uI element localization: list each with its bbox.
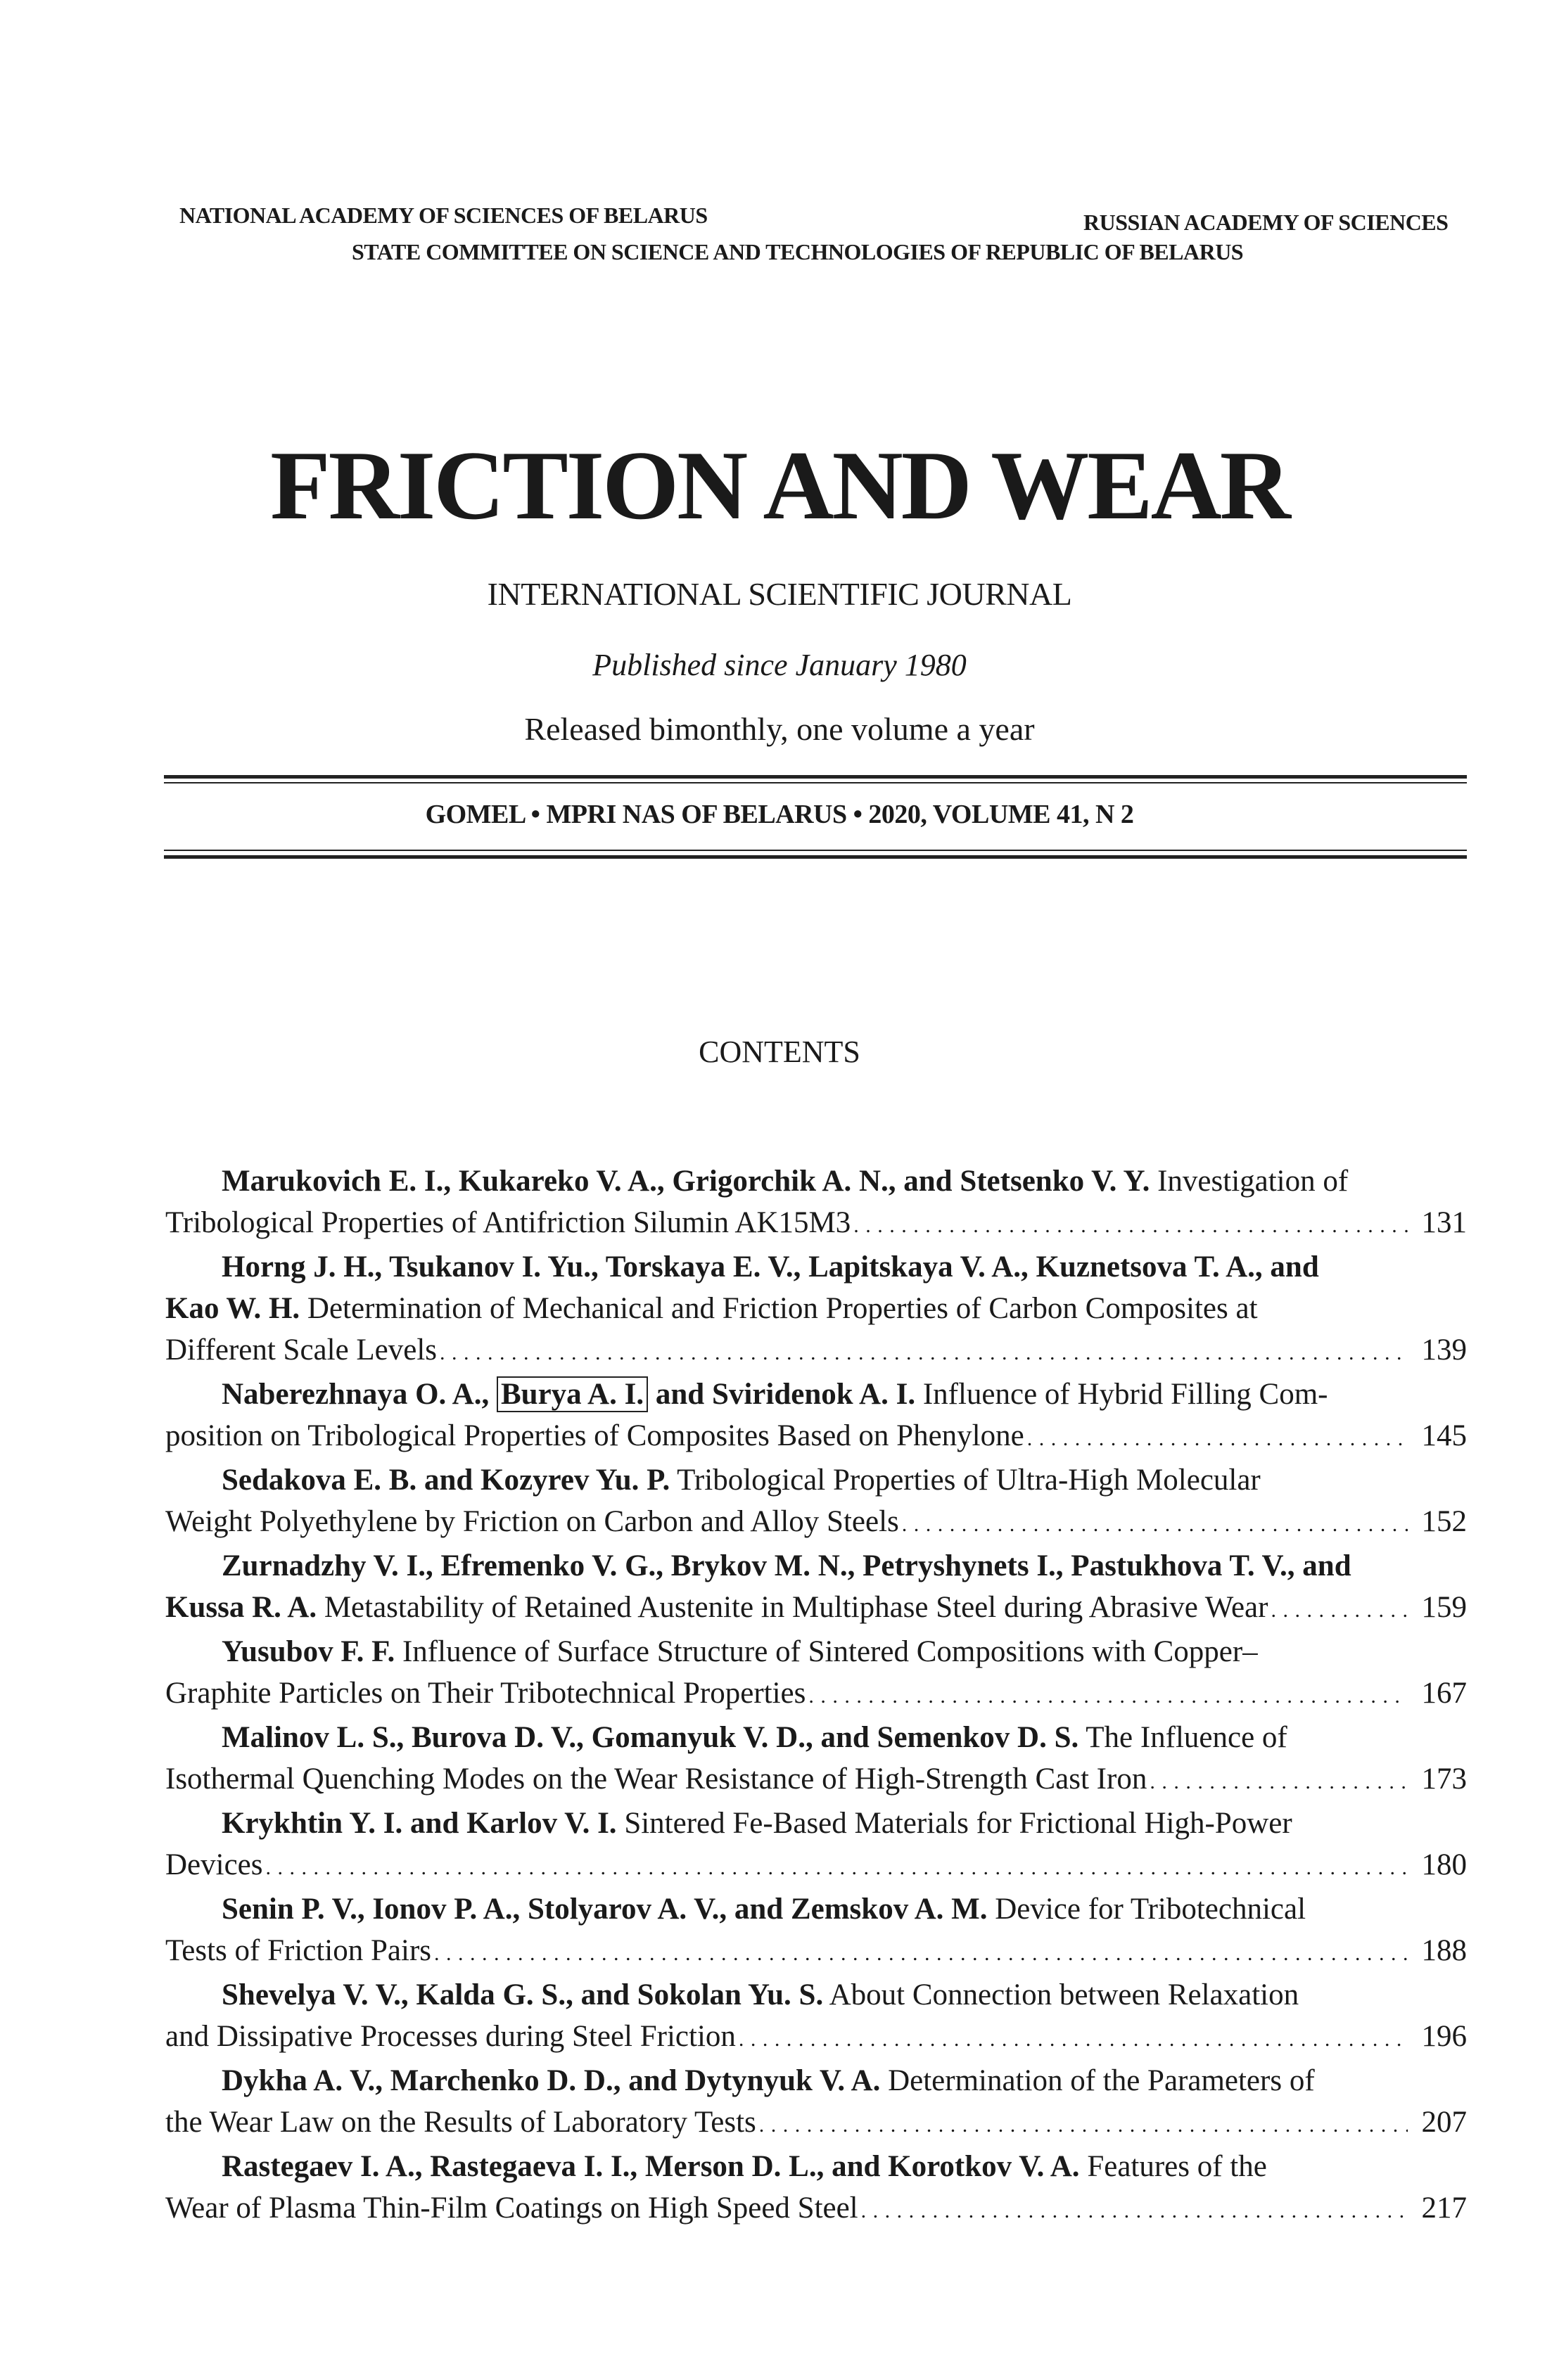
toc-title: Influence of Surface Structure of Sintered Compositions with Copper– bbox=[395, 1635, 1258, 1668]
imprint-line: GOMEL • MPRI NAS OF BELARUS • 2020, VOLUME 41, N 2 bbox=[425, 800, 1134, 829]
toc-entry bbox=[165, 2060, 1467, 2146]
toc-title: Influence of Hybrid Filling Com- bbox=[915, 1378, 1328, 1411]
toc-entry bbox=[165, 1374, 1467, 1459]
toc-page-number: 173 bbox=[1421, 1762, 1467, 1796]
toc-authors: Zurnadzhy V. I., Efremenko V. G., Brykov M. N., Petryshynets I., Pastukhova T. V., and bbox=[222, 1549, 1351, 1582]
toc-title: Device for Tribotechnical bbox=[987, 1893, 1306, 1926]
rule-bottom-thin bbox=[164, 850, 1467, 851]
toc-entry bbox=[165, 2146, 1467, 2232]
toc-entry bbox=[165, 1974, 1467, 2060]
toc-entry bbox=[165, 1160, 1467, 1246]
contents-heading: CONTENTS bbox=[699, 1035, 860, 1069]
release-frequency: Released bimonthly, one volume a year bbox=[524, 711, 1035, 747]
toc-authors: Krykhtin Y. I. and Karlov V. I. bbox=[222, 1807, 617, 1840]
toc-title-end: and Dissipative Processes during Steel Friction bbox=[165, 2020, 736, 2053]
toc-authors-cont: Kussa R. A. bbox=[165, 1591, 317, 1624]
toc-authors: Marukovich E. I., Kukareko V. A., Grigorchik A. N., and Stetsenko V. Y. bbox=[222, 1165, 1150, 1198]
table-of-contents bbox=[165, 1160, 1467, 2232]
dot-leader bbox=[1027, 1418, 1408, 1459]
toc-authors: Rastegaev I. A., Rastegaeva I. I., Merson D. L., and Korotkov V. A. bbox=[222, 2150, 1080, 2183]
toc-title-end: Metastability of Retained Austenite in Multiphase Steel during Abrasive Wear bbox=[317, 1591, 1268, 1624]
toc-title-end: Different Scale Levels bbox=[165, 1333, 438, 1367]
toc-title-end: the Wear Law on the Results of Laboratory Tests bbox=[165, 2106, 756, 2139]
dot-leader bbox=[739, 2018, 1408, 2060]
journal-subtitle: INTERNATIONAL SCIENTIFIC JOURNAL bbox=[487, 576, 1072, 612]
rule-top-thin bbox=[164, 782, 1467, 783]
toc-title-end: Isothermal Quenching Modes on the Wear Resistance of High-Strength Cast Iron bbox=[165, 1762, 1147, 1796]
toc-authors: Dykha A. V., Marchenko D. D., and Dytynyuk V. A. bbox=[222, 2064, 881, 2097]
published-since: Published since January 1980 bbox=[592, 648, 967, 682]
dot-leader bbox=[1150, 1761, 1408, 1803]
toc-title-end: position on Tribological Properties of Composites Based on Phenylone bbox=[165, 1419, 1024, 1452]
header-left: NATIONAL ACADEMY OF SCIENCES OF BELARUS bbox=[179, 203, 708, 228]
toc-title-end: Devices bbox=[165, 1848, 263, 1881]
header-right: RUSSIAN ACADEMY OF SCIENCES bbox=[1083, 210, 1449, 235]
toc-title: Tribological Properties of Ultra-High Molecular bbox=[670, 1464, 1261, 1497]
toc-authors: Naberezhnaya O. A., bbox=[222, 1378, 490, 1411]
dot-leader bbox=[853, 1205, 1408, 1246]
toc-authors: Sedakova E. B. and Kozyrev Yu. P. bbox=[222, 1464, 670, 1497]
toc-title-end: Weight Polyethylene by Friction on Carbon and Alloy Steels bbox=[165, 1505, 899, 1538]
toc-page-number: 167 bbox=[1421, 1677, 1467, 1710]
toc-authors: Horng J. H., Tsukanov I. Yu., Torskaya E. V., Lapitskaya V. A., Kuznetsova T. A., and bbox=[222, 1250, 1319, 1284]
toc-authors: Yusubov F. F. bbox=[222, 1635, 395, 1668]
dot-leader bbox=[808, 1675, 1408, 1717]
toc-title: About Connection between Relaxation bbox=[823, 1978, 1299, 2011]
dot-leader bbox=[902, 1504, 1408, 1545]
toc-page-number: 188 bbox=[1421, 1934, 1467, 1967]
dot-leader bbox=[266, 1847, 1408, 1888]
toc-title-end: Tests of Friction Pairs bbox=[165, 1934, 431, 1967]
toc-title: Determination of the Parameters of bbox=[880, 2064, 1315, 2097]
toc-page-number: 217 bbox=[1421, 2192, 1467, 2225]
toc-page-number: 180 bbox=[1421, 1848, 1467, 1881]
toc-page-number: 159 bbox=[1421, 1591, 1467, 1624]
journal-title: FRICTION AND WEAR bbox=[270, 431, 1289, 540]
toc-entry bbox=[165, 1631, 1467, 1717]
toc-page-number: 139 bbox=[1421, 1333, 1467, 1367]
toc-title: Sintered Fe-Based Materials for Frictional High-Power bbox=[616, 1807, 1292, 1840]
toc-entry bbox=[165, 1803, 1467, 1888]
rule-top-thick bbox=[164, 775, 1467, 779]
dot-leader bbox=[434, 1933, 1408, 1974]
dot-leader bbox=[1271, 1589, 1408, 1631]
toc-title-end: Tribological Properties of Antifriction Silumin AK15M3 bbox=[165, 1206, 851, 1239]
toc-title: Investigation of bbox=[1150, 1165, 1349, 1198]
toc-title: The Influence of bbox=[1078, 1721, 1287, 1754]
toc-entry bbox=[165, 1888, 1467, 1974]
rule-bottom-thick bbox=[164, 855, 1467, 859]
toc-title: Features of the bbox=[1079, 2150, 1267, 2183]
toc-page-number: 152 bbox=[1421, 1505, 1467, 1538]
toc-authors: Malinov L. S., Burova D. V., Gomanyuk V. D., and Semenkov D. S. bbox=[222, 1721, 1079, 1754]
toc-title-end: Graphite Particles on Their Tribotechnical Properties bbox=[165, 1677, 806, 1710]
boxed-author: Burya A. I. bbox=[497, 1376, 648, 1412]
dot-leader bbox=[440, 1332, 1408, 1374]
dot-leader bbox=[861, 2190, 1408, 2232]
dot-leader bbox=[759, 2104, 1408, 2146]
toc-title: Determination of Mechanical and Friction Properties of Carbon Composites at bbox=[300, 1292, 1258, 1325]
toc-entry bbox=[165, 1717, 1467, 1803]
toc-page-number: 145 bbox=[1421, 1419, 1467, 1452]
toc-authors: Shevelya V. V., Kalda G. S., and Sokolan Yu. S. bbox=[222, 1978, 824, 2011]
toc-entry bbox=[165, 1459, 1467, 1545]
toc-entry bbox=[165, 1545, 1467, 1631]
toc-entry bbox=[165, 1246, 1467, 1374]
toc-page-number: 196 bbox=[1421, 2020, 1467, 2053]
toc-title-end: Wear of Plasma Thin-Film Coatings on High Speed Steel bbox=[165, 2192, 858, 2225]
toc-authors-cont: Kao W. H. bbox=[165, 1292, 300, 1325]
header-middle: STATE COMMITTEE ON SCIENCE AND TECHNOLOGIES OF REPUBLIC OF BELARUS bbox=[352, 239, 1244, 264]
toc-page-number: 207 bbox=[1421, 2106, 1467, 2139]
toc-page-number: 131 bbox=[1421, 1206, 1467, 1239]
toc-authors: Senin P. V., Ionov P. A., Stolyarov A. V., and Zemskov A. M. bbox=[222, 1893, 988, 1926]
toc-authors-cont: and Sviridenok A. I. bbox=[655, 1378, 916, 1411]
